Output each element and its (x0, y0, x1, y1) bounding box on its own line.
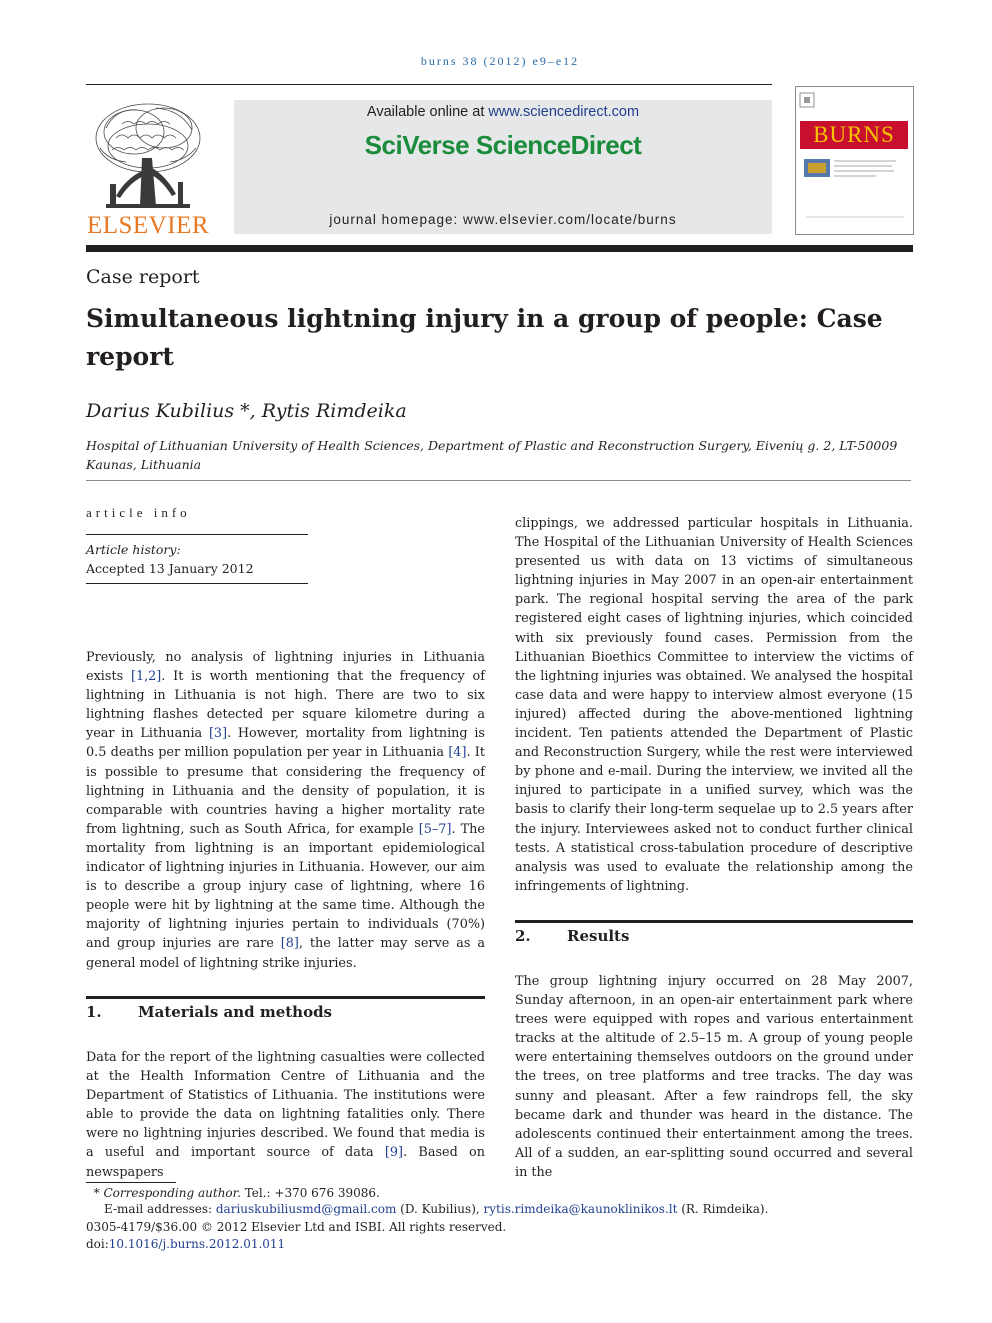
article-type: Case report (86, 266, 200, 288)
available-online: Available online at www.sciencedirect.com (366, 104, 640, 120)
title-rule (86, 480, 911, 481)
email-link-kubilius[interactable]: dariuskubiliusmd@gmail.com (215, 1202, 397, 1216)
citation-link[interactable]: [4] (448, 745, 467, 761)
accepted-date: Accepted 13 January 2012 (86, 561, 254, 576)
journal-cover (795, 86, 914, 235)
masthead-rule (86, 245, 913, 252)
section2-rule (515, 920, 913, 923)
email-link-rimdeika[interactable]: rytis.rimdeika@kaunoklinikos.lt (483, 1202, 678, 1216)
info-rule-bottom (86, 583, 308, 584)
affiliation: Hospital of Lithuanian University of Health Sciences, Department of Plastic and Reconstruction Surgery, Eivenių g. 2, LT-50009 Kaunas, Lithuania (86, 438, 898, 472)
corresponding-author-note: * Corresponding author. Tel.: +370 676 39086. (93, 1186, 380, 1200)
article-info-heading: article info (86, 505, 191, 520)
journal-homepage[interactable]: journal homepage: www.elsevier.com/locate/burns (329, 212, 677, 227)
info-rule-top (86, 534, 308, 535)
article-title: Simultaneous lightning injury in a group of people: Case report (86, 304, 883, 371)
citation-link[interactable]: [1,2] (130, 669, 162, 685)
history-label: Article history: (86, 542, 181, 557)
elsevier-wordmark: ELSEVIER (86, 212, 210, 239)
section1-rule (86, 996, 485, 999)
sciencedirect-banner (234, 100, 772, 234)
citation-link[interactable]: [5–7] (418, 821, 452, 837)
citation-link[interactable]: [8] (280, 936, 299, 952)
citation-link[interactable]: [9] (384, 1145, 404, 1161)
footnote-rule (86, 1182, 176, 1183)
sciencedirect-link[interactable]: www.sciencedirect.com (488, 104, 640, 120)
intro-paragraph: Previously, no analysis of lightning injuries in Lithuania exists [1,2]. It is worth mentioning that the frequency of lightning in Lithuania is not high. There are two to six lightning flashes detected per square kilometre during a year in Lithuania [3]. However, mortality from lightning is 0.5 deaths per million population per year in Lithuania [4]. It is possible to presume that considering the frequency of lightning in Lithuania and the density of population, it is comparable with countries having a higher mortality rate from lightning, such as South Africa, for example [5–7]. The mortality from lightning is an important epidemiological indicator of lightning injuries in Lithuania. However, our aim is to describe a group injury case of lightning, where 16 people were hit by lightning at the same time. Although the majority of lightning injuries pertain to individuals (70%) and group injuries are rare [8], the latter may serve as a general model of lightning strike injuries. (86, 650, 486, 971)
results-paragraph: The group lightning injury occurred on 28 May 2007, Sunday afternoon, in an open-air entertainment park where trees were equipped with ropes and various entertainment tracks at the altitude of 2.5–15 m. A group of young people were entertaining themselves outdoors on the ground under the trees, on tree platforms and tree tracks. The day was sunny and pleasant. After a few raindrops fell, the sky became dark and thunder was heard in the distance. The adolescents continued their entertainment among the trees. All of a sudden, an ear-splitting sound occurred and several in the (515, 974, 913, 1180)
email-addresses: E-mail addresses: dariuskubiliusmd@gmail.com (D. Kubilius), rytis.rimdeika@kaunoklinikos.lt (R. Rimdeika). (104, 1202, 769, 1216)
methods-continued-paragraph: clippings, we addressed particular hospitals in Lithuania. The Hospital of the Lithuanian University of Health Sciences presented us with data on 13 victims of simultaneous lightning injuries in May 2007 in an open-air entertainment park. The regional hospital serving the area of the park registered eight cases of lightning injuries, which coincided with six previously found cases. Permission from the Lithuanian Bioethics Committee to interview the victims of the lightning injuries was obtained. We analysed the hospital case data and were happy to interview almost everyone (15 injured) affected during the above-mentioned lightning incident. Ten patients attended the Department of Plastic and Reconstruction Surgery, while the rest were interviewed by phone and e-mail. During the interview, we invited all the injured to participate in a unified survey, which was the basis to clarify their long-term sequelae up to 2.5 years after the injury. Interviewees asked not to conduct further clinical tests. A statistical cross-tabulation procedure of descriptive analysis was used to evaluate the relationship among the infringements of lightning. (515, 516, 913, 894)
citation-link[interactable]: [3] (208, 726, 228, 742)
running-head: burns 38 (2012) e9–e12 (420, 54, 580, 68)
authors: Darius Kubilius *, Rytis Rimdeika (86, 400, 407, 422)
section2-heading: 2. Results (515, 927, 630, 945)
section1-heading: 1. Materials and methods (86, 1003, 333, 1021)
header-rule (86, 84, 772, 85)
cover-graphic-icon (796, 87, 913, 234)
sciverse-brand: SciVerse ScienceDirect (364, 130, 642, 160)
copyright-line: 0305-4179/$36.00 © 2012 Elsevier Ltd and ISBI. All rights reserved. (86, 1220, 507, 1234)
methods-paragraph: Data for the report of the lightning casualties were collected at the Health Information Centre of Lithuania and the Department of Statistics of Lithuania. The institutions were able to provide the data on lightning fatalities only. There were no lightning injuries described. We found that media is a useful and important source of data [9]. Based on newspapers (86, 1050, 486, 1180)
doi-line: doi:10.1016/j.burns.2012.01.011 (86, 1237, 286, 1251)
doi-link[interactable]: 10.1016/j.burns.2012.01.011 (108, 1237, 286, 1251)
cover-title: BURNS (800, 121, 908, 149)
